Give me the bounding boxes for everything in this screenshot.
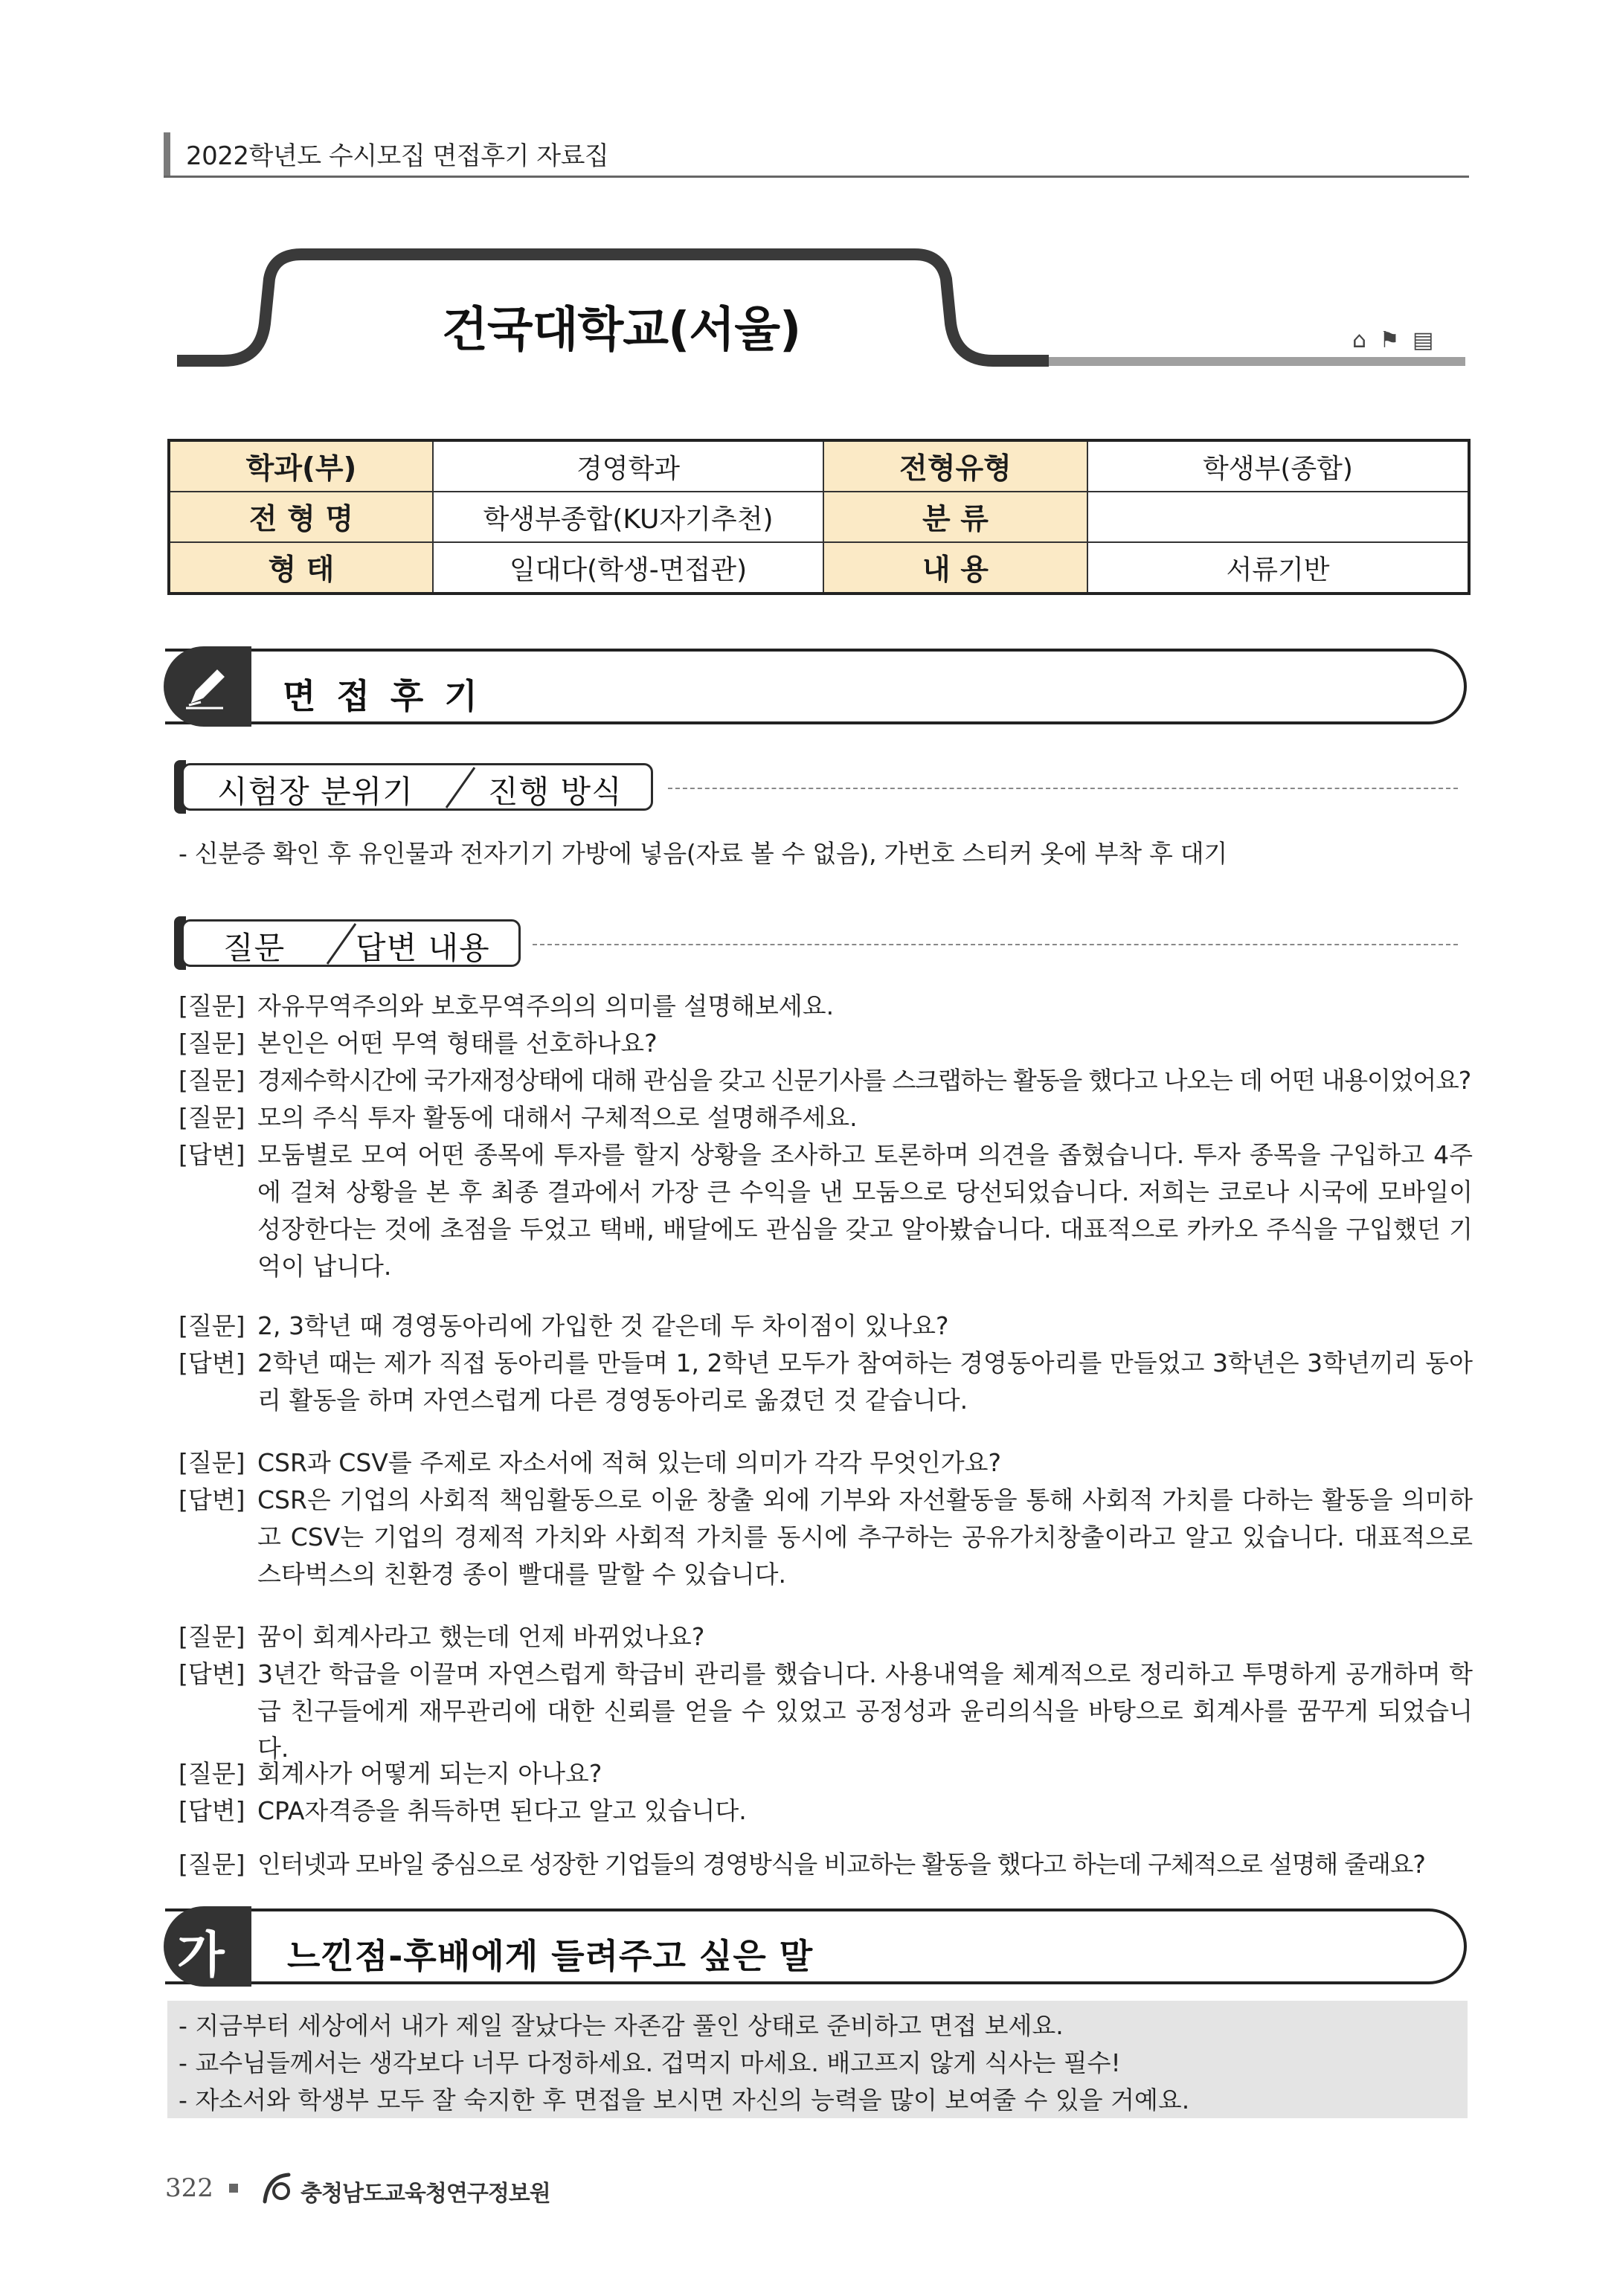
qa-tag: [답변] [179, 1485, 245, 1514]
advice-badge: 가 [177, 1926, 225, 1984]
qa-text: CSR과 CSV를 주제로 자소서에 적혀 있는데 의미가 각각 무엇인가요? [257, 1448, 1001, 1477]
advice-line: - 자소서와 학생부 모두 잘 숙지한 후 면접을 보시면 자신의 능력을 많이 보여줄 수 있을 거예요. [179, 2086, 1190, 2115]
advice-section-title: 느낀점-후배에게 들려주고 싶은 말 [287, 1936, 814, 1976]
qa-text: 회계사가 어떻게 되는지 아나요? [257, 1759, 602, 1788]
qa-text: 본인은 어떤 무역 형태를 선호하나요? [257, 1029, 658, 1058]
org-logo-icon [259, 2169, 298, 2207]
list-item [179, 1755, 1473, 1792]
advice-line: - 지금부터 세상에서 내가 제일 잘났다는 자존감 풀인 상태로 준비하고 면접 보세요. [179, 2011, 1064, 2040]
qa-tag: [답변] [179, 1348, 245, 1377]
page-number: 322 [165, 2173, 213, 2203]
dashed-rule [533, 944, 1458, 945]
qa-tag: [답변] [179, 1140, 245, 1169]
table-value-cell: 일대다(학생-면접관) [433, 542, 823, 594]
table-value-cell: 학생부종합(KU자기추천) [433, 492, 823, 542]
qa-tab-left: 질문 [223, 930, 286, 966]
page-title: 건국대학교(서울) [442, 303, 801, 358]
qa-group [179, 1618, 1473, 1767]
list-item [179, 1618, 1473, 1656]
table-label-cell: 전 형 명 [169, 492, 433, 542]
list-item [179, 1444, 1473, 1482]
list-item [179, 1099, 1473, 1136]
notebook-icon: ▤ [1413, 327, 1437, 353]
qa-text: 3년간 학급을 이끌며 자연스럽게 학급비 관리를 했습니다. 사용내역을 체계적으로 정리하고 투명하게 공개하며 학급 친구들에게 재무관리에 대한 신뢰를 얻을 수 있었고 공정성과 윤리의식을 바탕으로 회계사를 꿈꾸게 되었습니다. [257, 1659, 1473, 1763]
list-item [179, 1656, 1473, 1767]
table-label-cell: 내 용 [823, 542, 1087, 594]
table-value-cell: 서류기반 [1087, 542, 1469, 594]
qa-group [179, 1308, 1473, 1419]
qa-text: 자유무역주의와 보호무역주의의 의미를 설명해보세요. [257, 991, 835, 1020]
header-rule [164, 176, 1469, 178]
table-row [169, 492, 1469, 542]
list-item [179, 1482, 1473, 1593]
qa-text: CSR은 기업의 사회적 책임활동으로 이윤 창출 외에 기부와 자선활동을 통해 사회적 가치를 다하는 활동을 의미하고 CSV는 기업의 경제적 가치와 사회적 가치를 동시에 추구하는 공유가치창출이라고 알고 있습니다. 대표적으로 스타벅스의 친환경 종이 빨대를 말할 수 있습니다. [257, 1485, 1473, 1589]
table-value-cell: 경영학과 [433, 440, 823, 492]
qa-text: 2학년 때는 제가 직접 동아리를 만들며 1, 2학년 모두가 참여하는 경영동아리를 만들었고 3학년은 3학년끼리 동아리 활동을 하며 자연스럽게 다른 경영동아리로 옮겼던 것 같습니다. [257, 1348, 1473, 1415]
list-item [179, 1136, 1473, 1285]
table-label-cell: 형 태 [169, 542, 433, 594]
qa-group [179, 1444, 1473, 1593]
dashed-rule [668, 788, 1458, 789]
footer-separator [229, 2184, 238, 2193]
qa-text: CPA자격증을 취득하면 된다고 알고 있습니다. [257, 1796, 747, 1825]
admission-info-table [167, 439, 1471, 595]
list-item [179, 988, 1473, 1025]
table-value-cell [1087, 492, 1469, 542]
atmosphere-tab-left: 시험장 분위기 [217, 774, 414, 810]
qa-text: 모둠별로 모여 어떤 종목에 투자를 할지 상황을 조사하고 토론하며 의견을 좁혔습니다. 투자 종목을 구입하고 4주에 걸쳐 상황을 본 후 최종 결과에서 가장 큰 수익을 낸 모둠으로 당선되었습니다. 저희는 코로나 시국에 모바일이 성장한다는 것에 초점을 두었고 택배, 배달에도 관심을 갖고 알아봤습니다. 대표적으로 카카오 주식을 구입했던 기억이 납니다. [257, 1140, 1473, 1281]
footer-org-name: 충청남도교육청연구정보원 [301, 2181, 550, 2207]
title-icons [1352, 327, 1436, 353]
qa-tag: [답변] [179, 1659, 245, 1688]
list-item [179, 1846, 1473, 1883]
list-item [179, 1062, 1473, 1099]
table-label-cell: 분 류 [823, 492, 1087, 542]
qa-group [179, 988, 1473, 1285]
building-icon: ⌂ [1352, 327, 1370, 353]
running-header: 2022학년도 수시모집 면접후기 자료집 [186, 141, 609, 171]
list-item [179, 1308, 1473, 1345]
list-item [179, 1792, 1473, 1830]
qa-text: 2, 3학년 때 경영동아리에 가입한 것 같은데 두 차이점이 있나요? [257, 1311, 949, 1340]
qa-text: 인터넷과 모바일 중심으로 성장한 기업들의 경영방식을 비교하는 활동을 했다고 하는데 구체적으로 설명해 줄래요? [257, 1850, 1425, 1879]
table-row [169, 440, 1469, 492]
qa-tag: [질문] [179, 1311, 245, 1340]
qa-tag: [질문] [179, 1759, 245, 1788]
qa-tag: [질문] [179, 1448, 245, 1477]
qa-group [179, 1846, 1473, 1883]
atmosphere-line: - 신분증 확인 후 유인물과 전자기기 가방에 넣음(자료 볼 수 없음), 가번호 스티커 옷에 부착 후 대기 [179, 839, 1227, 868]
qa-text: 모의 주식 투자 활동에 대해서 구체적으로 설명해주세요. [257, 1103, 858, 1132]
qa-tab-right: 답변 내용 [356, 930, 490, 966]
qa-tag: [질문] [179, 1029, 245, 1058]
qa-tag: [질문] [179, 1850, 245, 1879]
table-row [169, 542, 1469, 594]
qa-text: 경제수학시간에 국가재정상태에 대해 관심을 갖고 신문기사를 스크랩하는 활동을 했다고 나오는 데 어떤 내용이었어요? [257, 1066, 1471, 1095]
tab-slash [439, 765, 483, 809]
qa-tag: [질문] [179, 1066, 245, 1095]
qa-text: 꿈이 회계사라고 했는데 언제 바뀌었나요? [257, 1622, 705, 1651]
title-frame [171, 245, 1473, 379]
review-section-title: 면 접 후 기 [283, 676, 482, 716]
table-value-cell: 학생부(종합) [1087, 440, 1469, 492]
table-label-cell: 전형유형 [823, 440, 1087, 492]
qa-tag: [질문] [179, 1103, 245, 1132]
qa-group [179, 1755, 1473, 1830]
table-label-cell: 학과(부) [169, 440, 433, 492]
graduation-cap-icon: ⚑ [1379, 327, 1403, 353]
qa-tag: [답변] [179, 1796, 245, 1825]
header-accent-bar [164, 132, 170, 176]
qa-tag: [질문] [179, 991, 245, 1020]
list-item [179, 1345, 1473, 1419]
qa-tag: [질문] [179, 1622, 245, 1651]
list-item [179, 1025, 1473, 1062]
advice-line: - 교수님들께서는 생각보다 너무 다정하세요. 겁먹지 마세요. 배고프지 않게 식사는 필수! [179, 2048, 1121, 2077]
atmosphere-tab-right: 진행 방식 [488, 774, 623, 810]
pencil-icon [179, 660, 238, 714]
